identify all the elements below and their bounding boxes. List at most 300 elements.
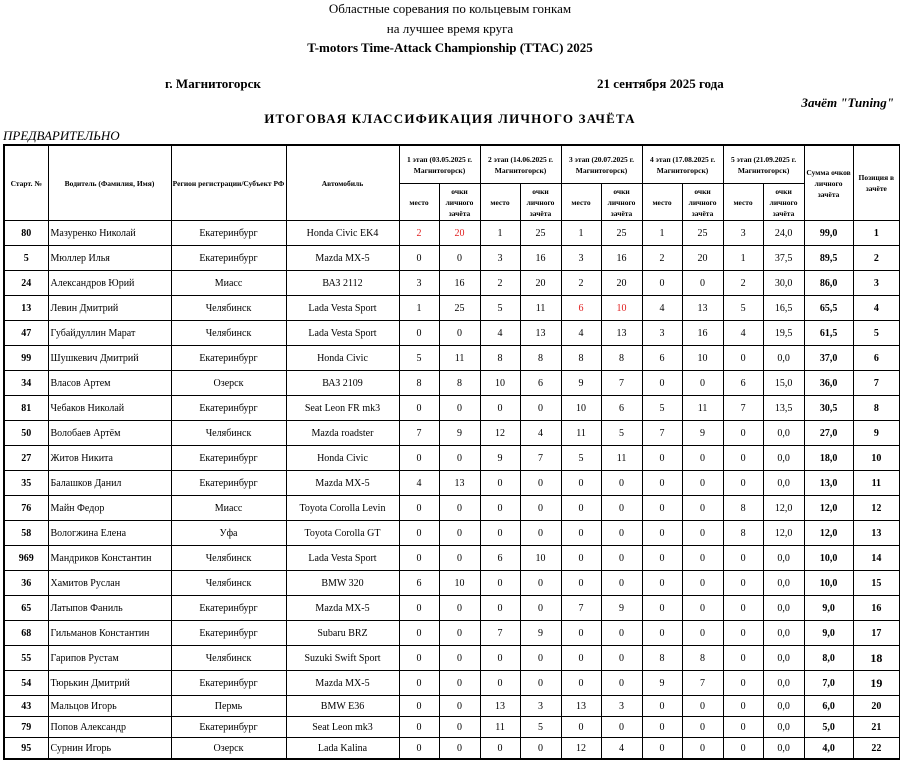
table-row <box>4 496 900 521</box>
stage2-place: 4 <box>480 321 520 346</box>
stage1-place: 0 <box>399 546 439 571</box>
stage3-points: 20 <box>601 271 642 296</box>
car: Subaru BRZ <box>286 621 399 646</box>
points-sum: 8,0 <box>804 646 853 671</box>
stage2-points: 10 <box>520 546 561 571</box>
header-place: место <box>399 184 439 221</box>
stage2-place: 1 <box>480 221 520 246</box>
region: Озерск <box>171 738 286 760</box>
event-date: 21 сентября 2025 года <box>597 76 724 91</box>
stage3-place: 0 <box>561 671 601 696</box>
stage4-points: 7 <box>682 671 723 696</box>
table-row <box>4 571 900 596</box>
header-car: Автомобиль <box>286 145 399 221</box>
stage5-place: 0 <box>723 446 763 471</box>
header-stage-4: 4 этап (17.08.2025 г. Магнитогорск) <box>642 145 723 184</box>
stage2-points: 5 <box>520 717 561 738</box>
stage2-place: 0 <box>480 738 520 760</box>
stage5-place: 1 <box>723 246 763 271</box>
stage3-points: 13 <box>601 321 642 346</box>
car: Lada Vesta Sport <box>286 546 399 571</box>
stage3-points: 0 <box>601 546 642 571</box>
stage4-points: 0 <box>682 571 723 596</box>
stage3-points: 8 <box>601 346 642 371</box>
region: Уфа <box>171 521 286 546</box>
region: Челябинск <box>171 571 286 596</box>
stage4-points: 0 <box>682 696 723 717</box>
stage2-points: 6 <box>520 371 561 396</box>
stage5-place: 0 <box>723 738 763 760</box>
stage5-points: 19,5 <box>763 321 804 346</box>
stage1-points: 0 <box>439 446 480 471</box>
stage4-points: 0 <box>682 717 723 738</box>
stage2-points: 16 <box>520 246 561 271</box>
stage1-points: 0 <box>439 671 480 696</box>
stage2-points: 25 <box>520 221 561 246</box>
start-number: 81 <box>4 396 48 421</box>
stage3-place: 12 <box>561 738 601 760</box>
driver-name: Гарипов Рустам <box>48 646 171 671</box>
stage5-place: 0 <box>723 696 763 717</box>
car: Toyota Corolla Levin <box>286 496 399 521</box>
points-sum: 27,0 <box>804 421 853 446</box>
points-sum: 86,0 <box>804 271 853 296</box>
start-number: 969 <box>4 546 48 571</box>
stage5-points: 12,0 <box>763 521 804 546</box>
table-row <box>4 446 900 471</box>
stage2-points: 0 <box>520 471 561 496</box>
stage1-points: 25 <box>439 296 480 321</box>
stage3-place: 0 <box>561 571 601 596</box>
position: 6 <box>853 346 900 371</box>
stage2-place: 0 <box>480 596 520 621</box>
region: Челябинск <box>171 546 286 571</box>
stage5-points: 0,0 <box>763 471 804 496</box>
car: Mazda MX-5 <box>286 596 399 621</box>
stage4-place: 7 <box>642 421 682 446</box>
stage2-points: 3 <box>520 696 561 717</box>
stage5-points: 0,0 <box>763 446 804 471</box>
stage2-points: 8 <box>520 346 561 371</box>
stage4-points: 0 <box>682 271 723 296</box>
start-number: 68 <box>4 621 48 646</box>
start-number: 13 <box>4 296 48 321</box>
car: Lada Vesta Sport <box>286 321 399 346</box>
table-row <box>4 646 900 671</box>
position: 12 <box>853 496 900 521</box>
region: Екатеринбург <box>171 446 286 471</box>
start-number: 34 <box>4 371 48 396</box>
stage5-place: 0 <box>723 421 763 446</box>
stage4-place: 4 <box>642 296 682 321</box>
stage4-place: 0 <box>642 546 682 571</box>
stage5-points: 0,0 <box>763 571 804 596</box>
position: 11 <box>853 471 900 496</box>
car: Mazda MX-5 <box>286 671 399 696</box>
stage3-points: 3 <box>601 696 642 717</box>
points-sum: 9,0 <box>804 621 853 646</box>
stage3-place: 0 <box>561 521 601 546</box>
stage1-place: 2 <box>399 221 439 246</box>
points-sum: 18,0 <box>804 446 853 471</box>
position: 17 <box>853 621 900 646</box>
stage3-place: 1 <box>561 221 601 246</box>
stage4-points: 0 <box>682 471 723 496</box>
stage4-place: 6 <box>642 346 682 371</box>
car: Mazda roadster <box>286 421 399 446</box>
stage5-place: 0 <box>723 346 763 371</box>
points-sum: 9,0 <box>804 596 853 621</box>
stage5-place: 0 <box>723 471 763 496</box>
car: Mazda MX-5 <box>286 471 399 496</box>
stage3-place: 10 <box>561 396 601 421</box>
driver-name: Мальцов Игорь <box>48 696 171 717</box>
stage3-points: 7 <box>601 371 642 396</box>
event-city: г. Магнитогорск <box>165 76 261 91</box>
preliminary-label: ПРЕДВАРИТЕЛЬНО <box>3 128 120 143</box>
table-row <box>4 371 900 396</box>
position: 14 <box>853 546 900 571</box>
points-sum: 13,0 <box>804 471 853 496</box>
car: BMW E36 <box>286 696 399 717</box>
stage2-points: 0 <box>520 521 561 546</box>
driver-name: Гильманов Константин <box>48 621 171 646</box>
stage1-place: 0 <box>399 496 439 521</box>
stage1-place: 0 <box>399 696 439 717</box>
stage2-place: 0 <box>480 671 520 696</box>
stage1-points: 10 <box>439 571 480 596</box>
stage1-place: 0 <box>399 446 439 471</box>
region: Миасс <box>171 496 286 521</box>
stage3-place: 0 <box>561 646 601 671</box>
stage1-place: 0 <box>399 321 439 346</box>
stage5-place: 0 <box>723 717 763 738</box>
stage1-points: 11 <box>439 346 480 371</box>
stage4-points: 0 <box>682 621 723 646</box>
stage3-points: 0 <box>601 717 642 738</box>
stage1-place: 3 <box>399 271 439 296</box>
stage4-place: 0 <box>642 521 682 546</box>
stage3-points: 0 <box>601 646 642 671</box>
stage3-points: 25 <box>601 221 642 246</box>
stage2-points: 9 <box>520 621 561 646</box>
start-number: 47 <box>4 321 48 346</box>
position: 9 <box>853 421 900 446</box>
stage4-place: 0 <box>642 471 682 496</box>
stage2-place: 5 <box>480 296 520 321</box>
position: 21 <box>853 717 900 738</box>
stage5-points: 0,0 <box>763 421 804 446</box>
stage1-place: 4 <box>399 471 439 496</box>
stage1-place: 0 <box>399 671 439 696</box>
stage2-points: 0 <box>520 396 561 421</box>
table-row <box>4 471 900 496</box>
position: 16 <box>853 596 900 621</box>
stage4-points: 13 <box>682 296 723 321</box>
header-place: место <box>642 184 682 221</box>
region: Миасс <box>171 271 286 296</box>
stage5-place: 0 <box>723 671 763 696</box>
stage3-points: 0 <box>601 471 642 496</box>
stage3-place: 3 <box>561 246 601 271</box>
table-row <box>4 296 900 321</box>
stage4-place: 0 <box>642 596 682 621</box>
position: 4 <box>853 296 900 321</box>
position: 1 <box>853 221 900 246</box>
position: 19 <box>853 671 900 696</box>
stage1-points: 0 <box>439 596 480 621</box>
stage2-place: 13 <box>480 696 520 717</box>
stage2-points: 0 <box>520 671 561 696</box>
start-number: 99 <box>4 346 48 371</box>
points-sum: 30,5 <box>804 396 853 421</box>
stage3-points: 0 <box>601 621 642 646</box>
car: Lada Kalina <box>286 738 399 760</box>
car: Honda Civic <box>286 346 399 371</box>
points-sum: 12,0 <box>804 496 853 521</box>
stage4-points: 0 <box>682 521 723 546</box>
stage4-points: 9 <box>682 421 723 446</box>
stage5-points: 30,0 <box>763 271 804 296</box>
stage2-points: 0 <box>520 571 561 596</box>
car: Suzuki Swift Sport <box>286 646 399 671</box>
points-sum: 99,0 <box>804 221 853 246</box>
region: Екатеринбург <box>171 246 286 271</box>
stage3-place: 9 <box>561 371 601 396</box>
stage5-place: 0 <box>723 621 763 646</box>
stage1-place: 0 <box>399 738 439 760</box>
table-row <box>4 396 900 421</box>
driver-name: Вологжина Елена <box>48 521 171 546</box>
stage4-points: 10 <box>682 346 723 371</box>
stage3-points: 9 <box>601 596 642 621</box>
region: Озерск <box>171 371 286 396</box>
stage3-place: 8 <box>561 346 601 371</box>
header-stage-3: 3 этап (20.07.2025 г. Магнитогорск) <box>561 145 642 184</box>
points-sum: 7,0 <box>804 671 853 696</box>
position: 10 <box>853 446 900 471</box>
stage5-points: 0,0 <box>763 346 804 371</box>
start-number: 50 <box>4 421 48 446</box>
start-number: 27 <box>4 446 48 471</box>
driver-name: Мюллер Илья <box>48 246 171 271</box>
stage1-place: 7 <box>399 421 439 446</box>
stage4-points: 0 <box>682 371 723 396</box>
header-stage-1: 1 этап (03.05.2025 г. Магнитогорск) <box>399 145 480 184</box>
position: 8 <box>853 396 900 421</box>
table-row <box>4 246 900 271</box>
table-row <box>4 696 900 717</box>
stage4-place: 0 <box>642 271 682 296</box>
stage5-points: 13,5 <box>763 396 804 421</box>
start-number: 79 <box>4 717 48 738</box>
position: 15 <box>853 571 900 596</box>
stage1-place: 0 <box>399 717 439 738</box>
stage5-place: 0 <box>723 571 763 596</box>
region: Челябинск <box>171 421 286 446</box>
driver-name: Балашков Данил <box>48 471 171 496</box>
stage2-place: 0 <box>480 646 520 671</box>
region: Екатеринбург <box>171 396 286 421</box>
stage5-points: 15,0 <box>763 371 804 396</box>
stage2-place: 0 <box>480 521 520 546</box>
stage5-points: 0,0 <box>763 596 804 621</box>
stage5-points: 0,0 <box>763 717 804 738</box>
car: ВАЗ 2112 <box>286 271 399 296</box>
driver-name: Мазуренко Николай <box>48 221 171 246</box>
position: 3 <box>853 271 900 296</box>
stage1-points: 8 <box>439 371 480 396</box>
driver-name: Майн Федор <box>48 496 171 521</box>
event-subtitle-1: Областные соревания по кольцевым гонкам <box>328 1 572 16</box>
stage3-points: 0 <box>601 671 642 696</box>
stage2-points: 20 <box>520 271 561 296</box>
header-points: очки личного зачёта <box>763 184 804 221</box>
position: 18 <box>853 646 900 671</box>
driver-name: Латыпов Фаниль <box>48 596 171 621</box>
stage4-place: 0 <box>642 621 682 646</box>
start-number: 35 <box>4 471 48 496</box>
stage5-points: 0,0 <box>763 546 804 571</box>
stage4-points: 0 <box>682 738 723 760</box>
car: Seat Leon FR mk3 <box>286 396 399 421</box>
stage4-points: 0 <box>682 446 723 471</box>
driver-name: Левин Дмитрий <box>48 296 171 321</box>
position: 5 <box>853 321 900 346</box>
table-row <box>4 738 900 760</box>
stage1-place: 8 <box>399 371 439 396</box>
driver-name: Волобаев Артём <box>48 421 171 446</box>
stage1-place: 0 <box>399 246 439 271</box>
stage5-points: 0,0 <box>763 671 804 696</box>
car: Toyota Corolla GT <box>286 521 399 546</box>
stage4-place: 8 <box>642 646 682 671</box>
stage2-place: 6 <box>480 546 520 571</box>
stage1-place: 1 <box>399 296 439 321</box>
stage1-points: 16 <box>439 271 480 296</box>
stage5-points: 16,5 <box>763 296 804 321</box>
stage2-place: 2 <box>480 271 520 296</box>
stage2-points: 0 <box>520 596 561 621</box>
start-number: 95 <box>4 738 48 760</box>
points-sum: 89,5 <box>804 246 853 271</box>
stage4-place: 0 <box>642 496 682 521</box>
points-sum: 65,5 <box>804 296 853 321</box>
stage3-place: 0 <box>561 546 601 571</box>
stage4-place: 0 <box>642 717 682 738</box>
stage1-points: 0 <box>439 396 480 421</box>
stage4-place: 0 <box>642 446 682 471</box>
stage3-place: 5 <box>561 446 601 471</box>
stage4-points: 25 <box>682 221 723 246</box>
car: Honda Civic <box>286 446 399 471</box>
stage4-place: 0 <box>642 571 682 596</box>
header-stage-2: 2 этап (14.06.2025 г. Магнитогорск) <box>480 145 561 184</box>
stage3-place: 13 <box>561 696 601 717</box>
car: Mazda MX-5 <box>286 246 399 271</box>
region: Екатеринбург <box>171 717 286 738</box>
start-number: 65 <box>4 596 48 621</box>
header-points: очки личного зачёта <box>682 184 723 221</box>
stage4-points: 0 <box>682 596 723 621</box>
stage2-place: 10 <box>480 371 520 396</box>
stage3-place: 4 <box>561 321 601 346</box>
table-row <box>4 271 900 296</box>
stage1-points: 0 <box>439 646 480 671</box>
header-points: очки личного зачёта <box>439 184 480 221</box>
stage5-place: 0 <box>723 596 763 621</box>
stage3-place: 0 <box>561 717 601 738</box>
stage3-points: 5 <box>601 421 642 446</box>
start-number: 54 <box>4 671 48 696</box>
stage1-points: 0 <box>439 621 480 646</box>
table-row <box>4 421 900 446</box>
stage4-points: 11 <box>682 396 723 421</box>
stage2-points: 13 <box>520 321 561 346</box>
points-sum: 4,0 <box>804 738 853 760</box>
stage5-place: 6 <box>723 371 763 396</box>
stage3-place: 2 <box>561 271 601 296</box>
region: Екатеринбург <box>171 221 286 246</box>
driver-name: Шушкевич Дмитрий <box>48 346 171 371</box>
stage1-place: 0 <box>399 621 439 646</box>
table-row <box>4 621 900 646</box>
stage1-points: 0 <box>439 696 480 717</box>
stage2-place: 8 <box>480 346 520 371</box>
stage2-place: 0 <box>480 396 520 421</box>
stage5-place: 8 <box>723 521 763 546</box>
driver-name: Попов Александр <box>48 717 171 738</box>
header-sum: Сумма очков личного зачёта <box>804 145 853 221</box>
driver-name: Хамитов Руслан <box>48 571 171 596</box>
stage4-points: 20 <box>682 246 723 271</box>
table-row <box>4 717 900 738</box>
stage2-place: 9 <box>480 446 520 471</box>
stage2-place: 11 <box>480 717 520 738</box>
car: Honda Civic EK4 <box>286 221 399 246</box>
header-place: место <box>561 184 601 221</box>
stage1-points: 0 <box>439 496 480 521</box>
stage2-points: 0 <box>520 646 561 671</box>
table-row <box>4 596 900 621</box>
driver-name: Власов Артем <box>48 371 171 396</box>
stage5-place: 3 <box>723 221 763 246</box>
stage3-place: 0 <box>561 621 601 646</box>
points-sum: 10,0 <box>804 571 853 596</box>
championship-title: T-motors Time-Attack Championship (TTAC) 2025 <box>307 40 593 55</box>
stage1-points: 0 <box>439 321 480 346</box>
car: Lada Vesta Sport <box>286 296 399 321</box>
stage4-place: 5 <box>642 396 682 421</box>
stage5-points: 0,0 <box>763 696 804 717</box>
table-row <box>4 546 900 571</box>
points-sum: 6,0 <box>804 696 853 717</box>
start-number: 36 <box>4 571 48 596</box>
stage1-points: 0 <box>439 546 480 571</box>
region: Екатеринбург <box>171 621 286 646</box>
start-number: 55 <box>4 646 48 671</box>
driver-name: Чебаков Николай <box>48 396 171 421</box>
table-row <box>4 671 900 696</box>
stage4-place: 1 <box>642 221 682 246</box>
table-row <box>4 221 900 246</box>
stage1-points: 20 <box>439 221 480 246</box>
stage5-place: 2 <box>723 271 763 296</box>
stage3-place: 7 <box>561 596 601 621</box>
position: 7 <box>853 371 900 396</box>
driver-name: Житов Никита <box>48 446 171 471</box>
driver-name: Мандриков Константин <box>48 546 171 571</box>
